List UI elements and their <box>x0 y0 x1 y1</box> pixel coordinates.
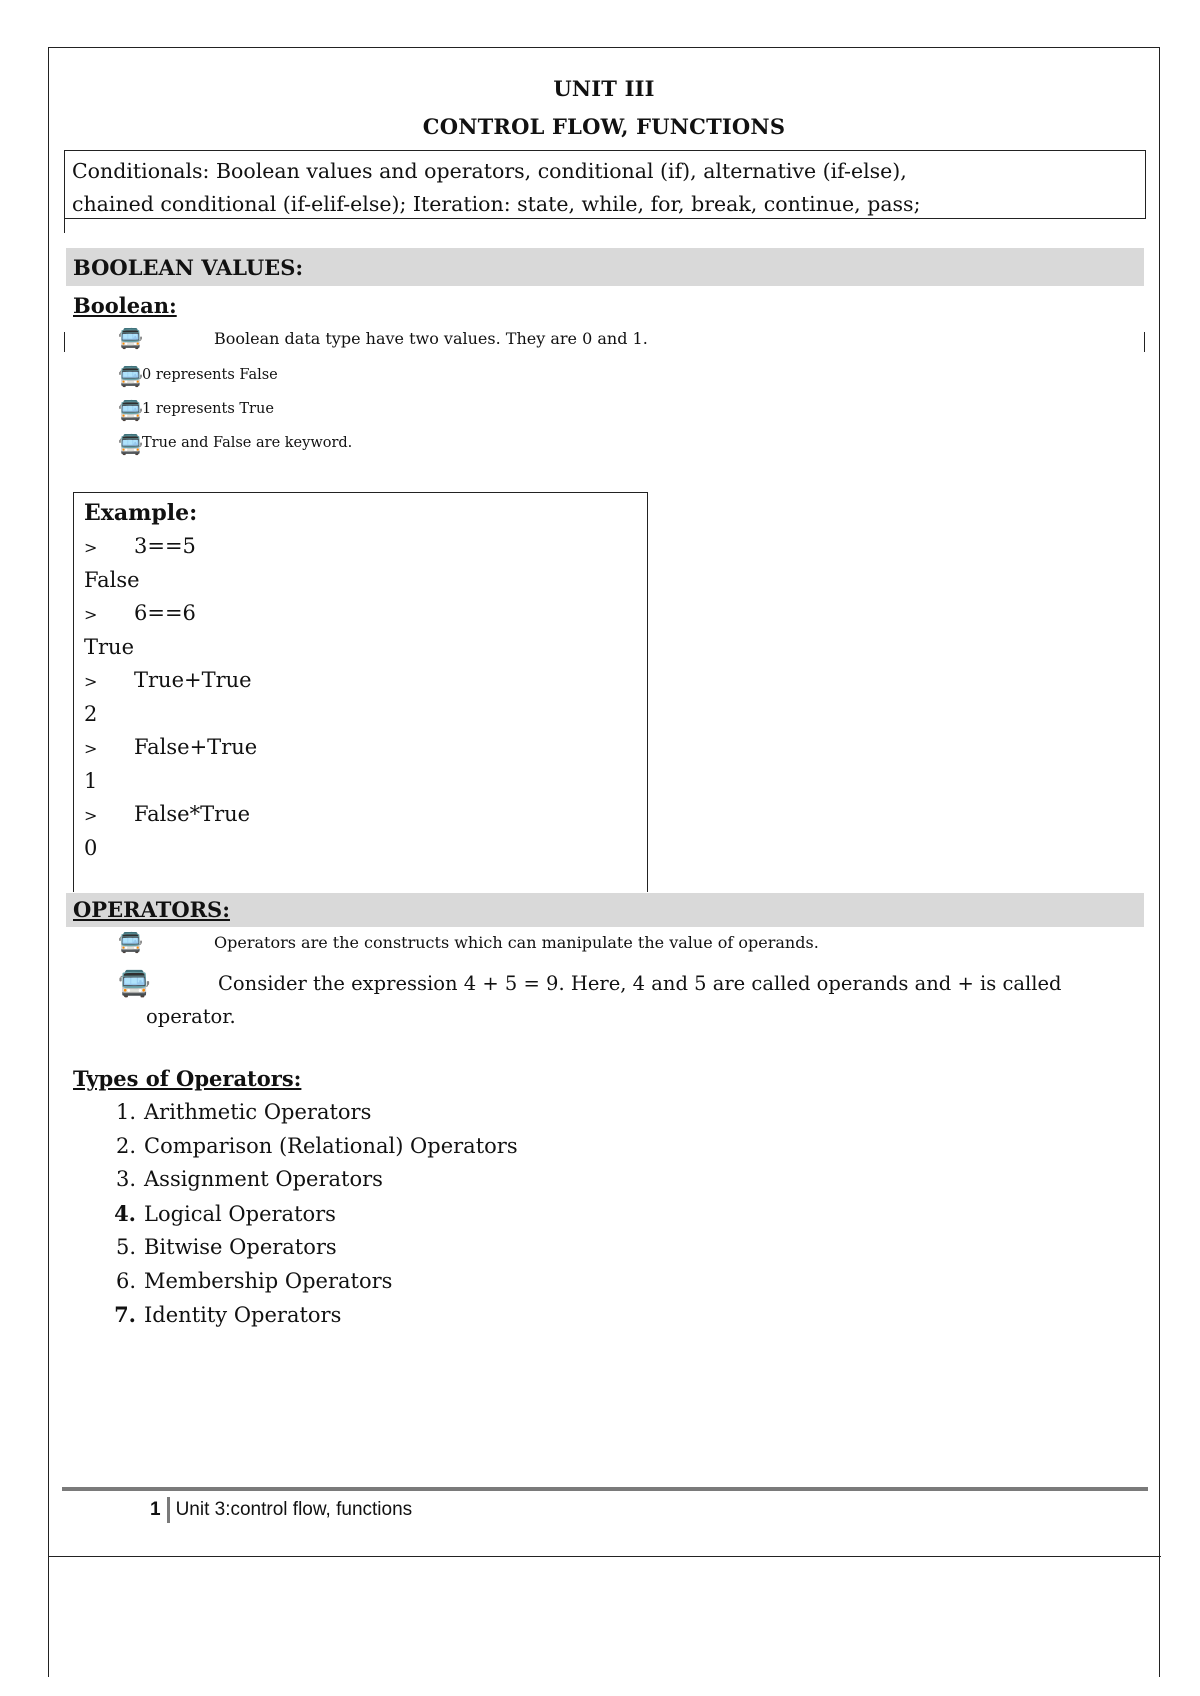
example-input: > 6==6 <box>84 597 637 631</box>
syllabus-box <box>64 150 1146 219</box>
list-item: 7. Identity Operators <box>114 1302 342 1327</box>
bullet-text: Operators are the constructs which can manipulate the value of operands. <box>214 933 819 952</box>
example-output: 2 <box>84 702 98 726</box>
prompt-symbol: > <box>84 538 98 557</box>
unit-title: UNIT III <box>553 76 655 101</box>
footer-rule <box>62 1487 1148 1491</box>
bullet-text: 1 represents True <box>142 401 274 417</box>
syllabus-line-2: chained conditional (if-elif-else); Iteration: state, while, for, break, continue, pass; <box>72 192 921 216</box>
boolean-subheading: Boolean: <box>73 293 177 318</box>
page-bottom-rule <box>48 1556 1161 1557</box>
example-output: True <box>84 635 134 659</box>
operators-heading: OPERATORS: <box>73 897 230 922</box>
list-item: 4. Logical Operators <box>114 1200 336 1226</box>
bus-icon: 🚍 <box>118 398 143 422</box>
bullet-item <box>118 326 648 350</box>
example-output: 1 <box>84 769 98 793</box>
operator-types-list <box>106 1096 518 1333</box>
prompt-symbol: > <box>84 605 98 624</box>
syllabus-line-1: Conditionals: Boolean values and operators, conditional (if), alternative (if-else), <box>72 159 907 183</box>
example-box <box>73 492 648 892</box>
bullet-item <box>118 364 278 388</box>
boolean-values-heading: BOOLEAN VALUES: <box>73 255 304 280</box>
example-output: False <box>84 568 140 592</box>
footer-separator <box>167 1497 170 1523</box>
divider <box>64 332 65 352</box>
page-footer <box>150 1497 412 1523</box>
bus-icon: 🚍 <box>118 432 143 456</box>
bullet-item <box>118 969 1062 999</box>
bullet-text: 0 represents False <box>142 367 278 383</box>
bullet-text: True and False are keyword. <box>142 435 353 451</box>
list-item: 5. Bitwise Operators <box>115 1235 337 1259</box>
unit-subtitle: CONTROL FLOW, FUNCTIONS <box>422 114 786 139</box>
bus-icon: 🚍 <box>118 930 143 954</box>
example-input: > 3==5 <box>84 530 637 564</box>
bullet-text: Boolean data type have two values. They are 0 and 1. <box>214 329 648 348</box>
example-input: > False*True <box>84 798 637 832</box>
bus-icon: 🚍 <box>118 326 143 350</box>
prompt-symbol: > <box>84 806 98 825</box>
list-item: 2. Comparison (Relational) Operators <box>115 1133 518 1158</box>
bus-icon: 🚍 <box>118 969 151 999</box>
prompt-symbol: > <box>84 739 98 758</box>
example-input: > False+True <box>84 731 637 765</box>
divider <box>64 219 65 233</box>
bus-icon: 🚍 <box>118 364 143 388</box>
page-number: 1 <box>150 1499 161 1520</box>
list-item: 1. Arithmetic Operators <box>115 1100 372 1124</box>
list-item: 6. Membership Operators <box>115 1268 393 1293</box>
bullet-text-continued: operator. <box>146 1005 236 1028</box>
list-item: 3. Assignment Operators <box>115 1167 383 1191</box>
example-input: > True+True <box>84 664 637 698</box>
footer-text: Unit 3:control flow, functions <box>175 1499 413 1520</box>
prompt-symbol: > <box>84 672 98 691</box>
bullet-text: Consider the expression 4 + 5 = 9. Here, 4 and 5 are called operands and + is called <box>218 972 1062 995</box>
bullet-item <box>118 930 819 954</box>
bullet-item <box>118 432 353 456</box>
types-heading: Types of Operators: <box>73 1066 302 1091</box>
divider <box>1144 332 1145 352</box>
example-title: Example: <box>84 500 198 526</box>
bullet-item <box>118 398 274 422</box>
example-output: 0 <box>84 836 98 860</box>
